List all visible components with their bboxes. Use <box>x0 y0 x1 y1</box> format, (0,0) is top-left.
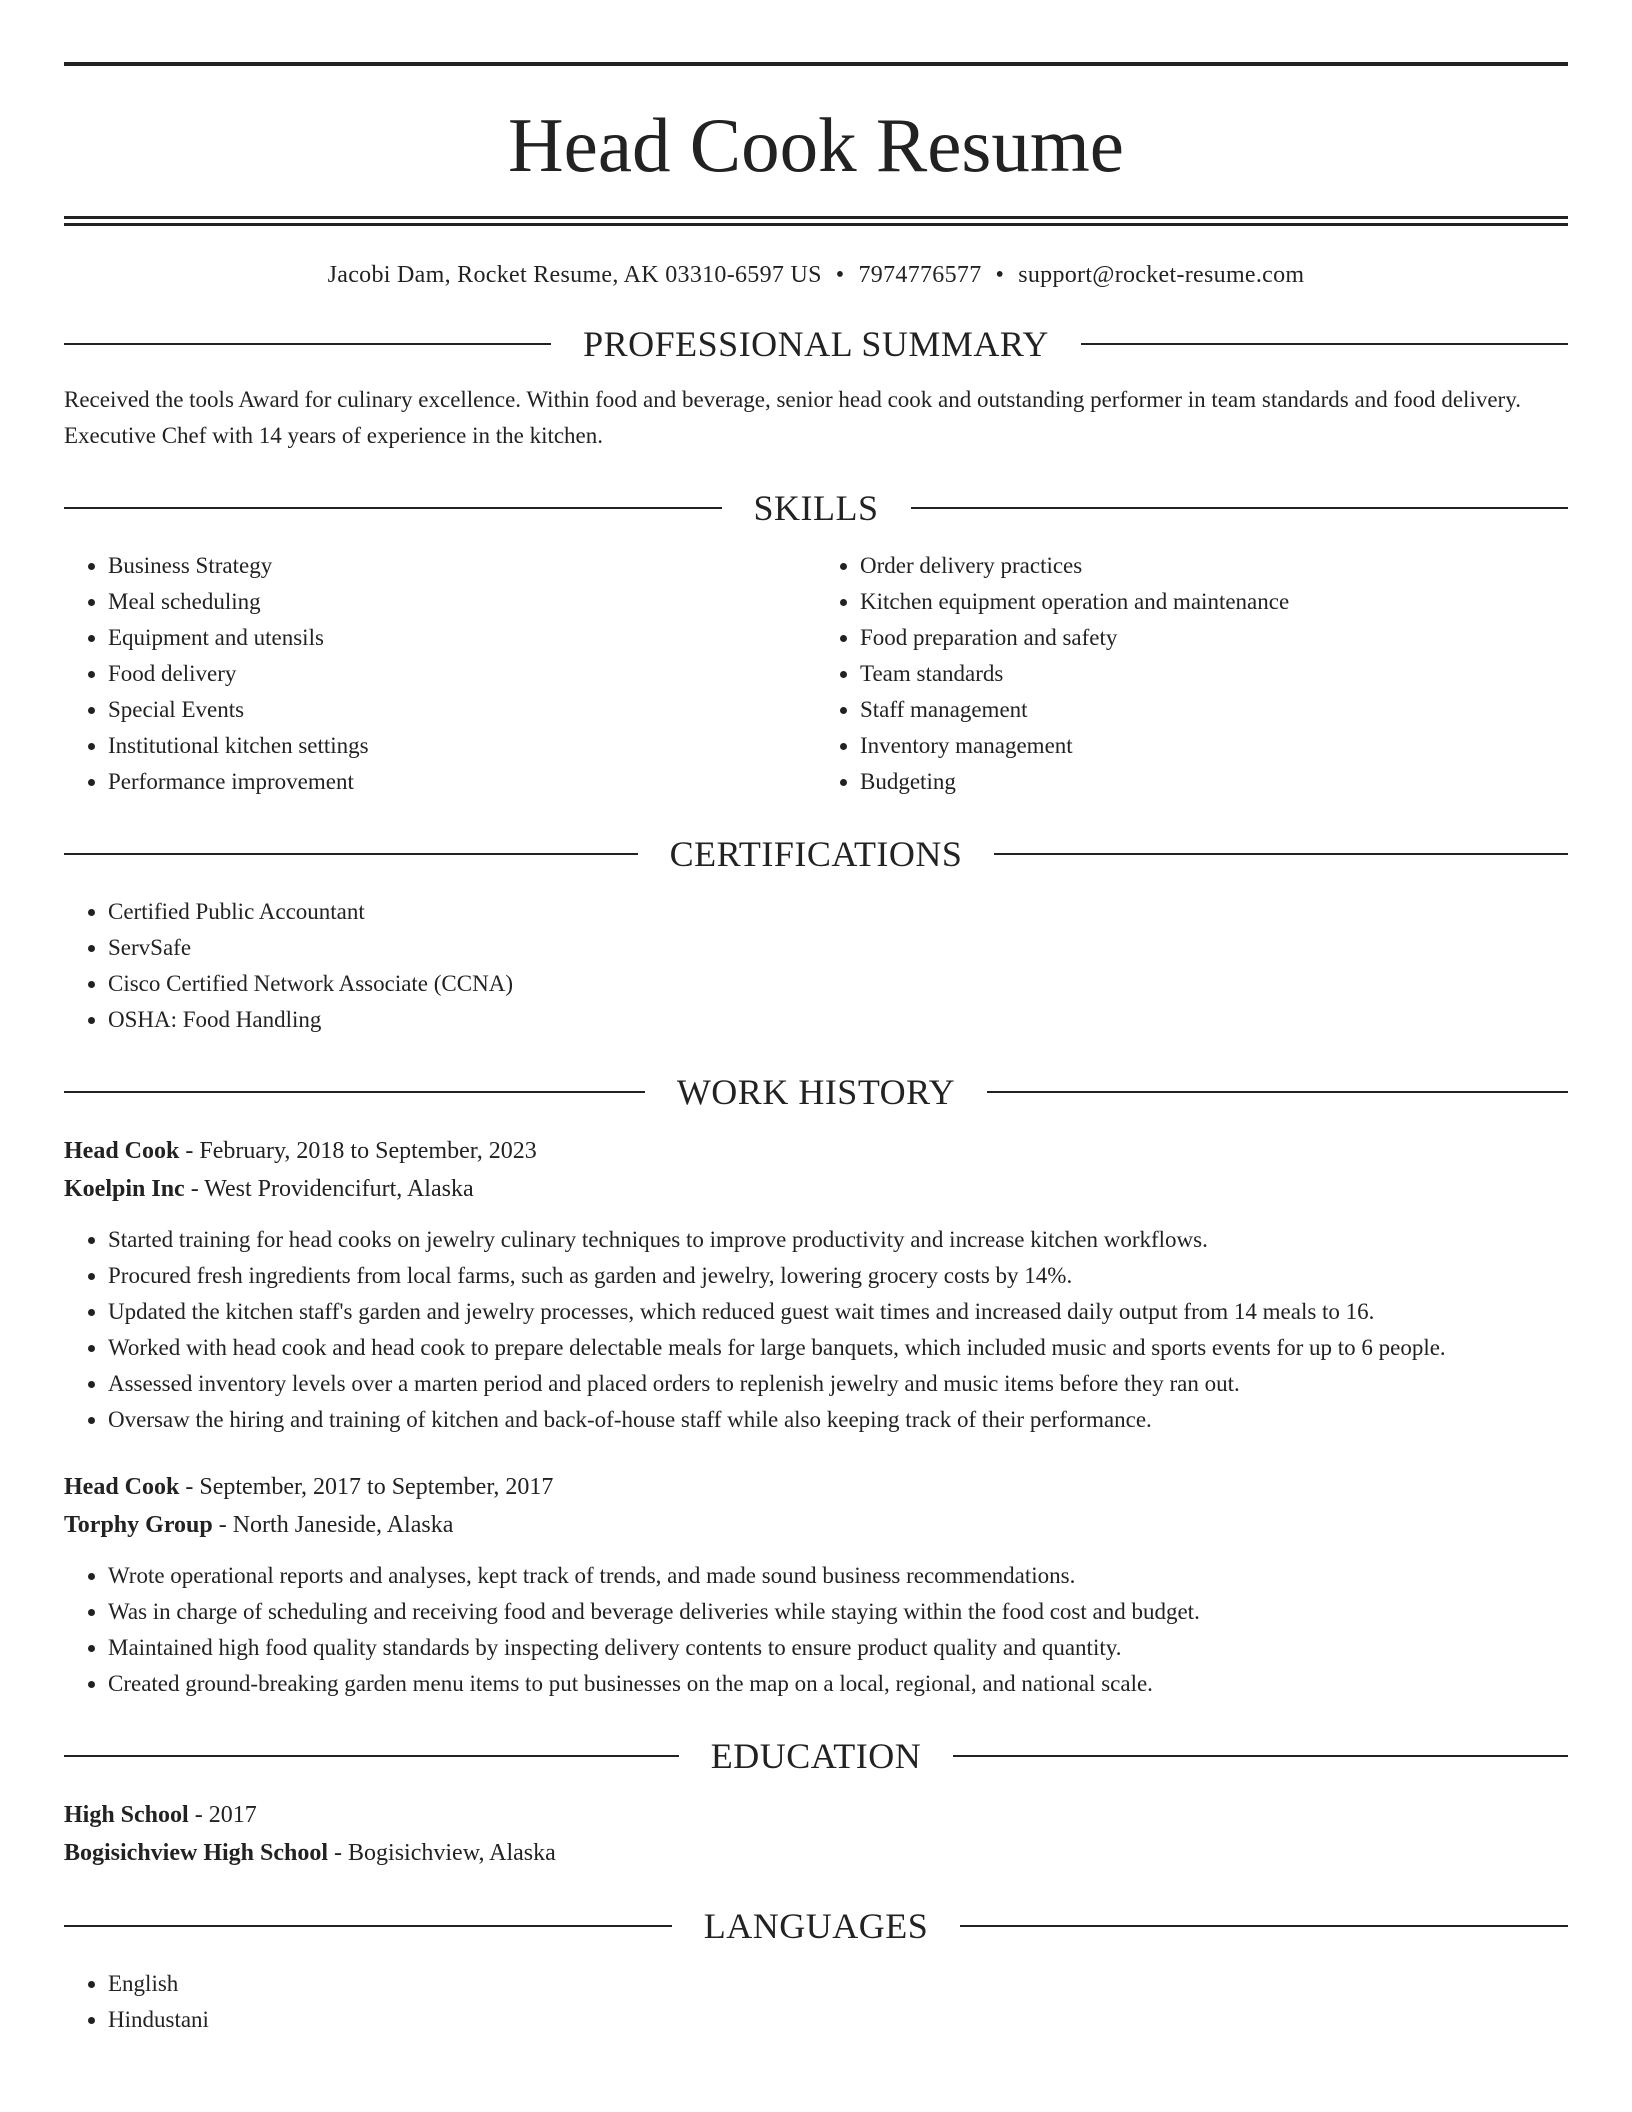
job-bullet: • Oversaw the hiring and training of kitchen and back-of-house staff while also keeping track of their performance. <box>108 1402 1568 1438</box>
job-bullet: • Wrote operational reports and analyses, kept track of trends, and made sound business recommendations. <box>108 1558 1568 1594</box>
job-location: - West Providencifurt, Alaska <box>184 1176 474 1202</box>
section-heading-education <box>64 1730 1568 1782</box>
certification-item: • ServSafe <box>108 930 1568 966</box>
job-bullet: • Was in charge of scheduling and receiving food and beverage deliveries while staying within the food cost and budget. <box>108 1594 1568 1630</box>
heading-rule-left <box>64 507 722 509</box>
skill-item: • Food preparation and safety <box>860 620 1568 656</box>
section-title: SKILLS <box>753 488 879 528</box>
job-bullet: • Procured fresh ingredients from local farms, such as garden and jewelry, lowering grocery costs by 14%. <box>108 1258 1568 1294</box>
skill-item: • Kitchen equipment operation and maintenance <box>860 584 1568 620</box>
summary-text: Received the tools Award for culinary excellence. Within food and beverage, senior head cook and outstanding performer in team standards and food delivery. Executive Chef with 14 years of experience in the kitchen. <box>64 387 1521 448</box>
job-bullet: • Maintained high food quality standards by inspecting delivery contents to ensure product quality and quantity. <box>108 1630 1568 1666</box>
top-rule <box>64 62 1568 66</box>
skills-left-list <box>64 548 816 800</box>
section-heading-work-history <box>64 1066 1568 1118</box>
section-heading-skills <box>64 482 1568 534</box>
contact-address: Jacobi Dam, Rocket Resume, AK 03310-6597 US <box>327 262 822 288</box>
job-title-line <box>64 1468 1568 1506</box>
heading-rule-left <box>64 343 551 345</box>
section-title: WORK HISTORY <box>676 1072 956 1112</box>
skill-item: • Order delivery practices <box>860 548 1568 584</box>
skill-item: • Special Events <box>108 692 816 728</box>
job-location: - North Janeside, Alaska <box>212 1512 454 1538</box>
skill-item: • Staff management <box>860 692 1568 728</box>
skills-columns <box>64 548 1568 800</box>
job-title-line <box>64 1132 1568 1170</box>
heading-rule-right <box>960 1925 1568 1927</box>
job-bullet: • Started training for head cooks on jewelry culinary techniques to improve productivity and increase kitchen workflows. <box>108 1222 1568 1258</box>
contact-phone: 7974776577 <box>858 262 982 288</box>
skills-right-list <box>816 548 1568 800</box>
section-title: LANGUAGES <box>703 1906 929 1946</box>
section-title: PROFESSIONAL SUMMARY <box>583 324 1049 364</box>
heading-rule-right <box>911 507 1569 509</box>
heading-rule-left <box>64 1925 672 1927</box>
section-heading-languages <box>64 1900 1568 1952</box>
heading-rule-left <box>64 1091 645 1093</box>
education-degree-line <box>64 1796 1568 1834</box>
language-item: • English <box>108 1966 1568 2002</box>
skill-item: • Food delivery <box>108 656 816 692</box>
certification-item: • OSHA: Food Handling <box>108 1002 1568 1038</box>
job-company-line <box>64 1506 1568 1544</box>
section-heading-certifications <box>64 828 1568 880</box>
skill-item: • Budgeting <box>860 764 1568 800</box>
education-school: Bogisichview High School <box>64 1840 329 1866</box>
job-bullets <box>64 1558 1568 1702</box>
skill-item: • Meal scheduling <box>108 584 816 620</box>
section-title: CERTIFICATIONS <box>669 834 963 874</box>
education-entry <box>64 1796 1568 1872</box>
certification-item: • Cisco Certified Network Associate (CCNA) <box>108 966 1568 1002</box>
certification-item: • Certified Public Accountant <box>108 894 1568 930</box>
job-bullet: • Created ground-breaking garden menu items to put businesses on the map on a local, regional, and national scale. <box>108 1666 1568 1702</box>
job-bullets <box>64 1222 1568 1438</box>
heading-rule-right <box>994 853 1568 855</box>
resume-title: Head Cook Resume <box>508 102 1124 188</box>
certifications-list <box>64 894 1568 1038</box>
contact-separator: • <box>995 262 1005 288</box>
contact-line <box>64 260 1568 290</box>
language-item: • Hindustani <box>108 2002 1568 2038</box>
job-company: Torphy Group <box>64 1512 213 1538</box>
education-location: - Bogisichview, Alaska <box>328 1840 556 1866</box>
skill-item: • Inventory management <box>860 728 1568 764</box>
education-year: - 2017 <box>188 1802 257 1828</box>
job-dates: - September, 2017 to September, 2017 <box>179 1474 554 1500</box>
job-bullet: • Worked with head cook and head cook to prepare delectable meals for large banquets, which included music and sports events for up to 6 people. <box>108 1330 1568 1366</box>
job-title: Head Cook <box>64 1474 180 1500</box>
heading-rule-left <box>64 853 638 855</box>
section-heading-summary <box>64 318 1568 370</box>
section-title: EDUCATION <box>710 1736 922 1776</box>
languages-list <box>64 1966 1568 2038</box>
education-school-line <box>64 1834 1568 1872</box>
heading-rule-right <box>987 1091 1568 1093</box>
job-dates: - February, 2018 to September, 2023 <box>179 1138 537 1164</box>
skill-item: • Institutional kitchen settings <box>108 728 816 764</box>
job-bullet: • Assessed inventory levels over a marten period and placed orders to replenish jewelry and music items before they ran out. <box>108 1366 1568 1402</box>
skill-item: • Business Strategy <box>108 548 816 584</box>
skill-item: • Performance improvement <box>108 764 816 800</box>
title-double-rule <box>64 216 1568 226</box>
job-entry <box>64 1132 1568 1438</box>
contact-email: support@rocket-resume.com <box>1018 262 1305 288</box>
job-company: Koelpin Inc <box>64 1176 185 1202</box>
skill-item: • Team standards <box>860 656 1568 692</box>
skill-item: • Equipment and utensils <box>108 620 816 656</box>
contact-separator: • <box>835 262 845 288</box>
job-bullet: • Updated the kitchen staff's garden and jewelry processes, which reduced guest wait times and increased daily output from 14 meals to 16. <box>108 1294 1568 1330</box>
job-company-line <box>64 1170 1568 1208</box>
job-title: Head Cook <box>64 1138 180 1164</box>
education-degree: High School <box>64 1802 189 1828</box>
heading-rule-right <box>953 1755 1568 1757</box>
heading-rule-right <box>1081 343 1568 345</box>
job-entry <box>64 1468 1568 1702</box>
heading-rule-left <box>64 1755 679 1757</box>
